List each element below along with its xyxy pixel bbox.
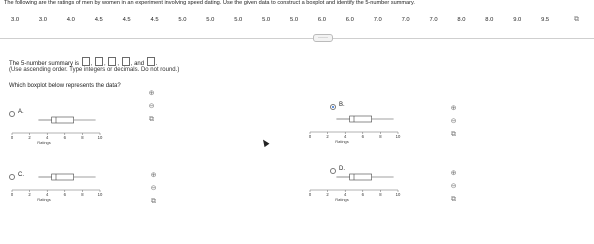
zoom-out-icon[interactable]: ⊖ [148,103,155,110]
rating-value: 7.0 [429,17,438,23]
box-iqr [350,174,372,180]
axis-label: Ratings [37,140,51,145]
tick-label: 8 [81,135,84,140]
popout-icon[interactable]: ⧉ [151,198,156,205]
section-divider [0,38,594,39]
zoom-in-icon[interactable]: ⊕ [450,105,457,112]
axis-label: Ratings [335,197,349,202]
zoom-in-icon[interactable]: ⊕ [150,172,157,179]
copy-icon[interactable]: ⧉ [574,16,579,23]
tick-label: 2 [28,135,31,140]
tick-label: 10 [97,192,103,197]
zoom-in-icon[interactable]: ⊕ [450,170,457,177]
summary-answer-box-4[interactable] [122,57,130,66]
summary-answer-box-5[interactable] [147,57,155,66]
rating-value: 5.0 [262,17,271,23]
option-label: D. [339,166,345,172]
tick-label: 10 [395,192,401,197]
boxplot-chart [304,111,404,147]
tick-label: 6 [361,134,364,139]
box-iqr [52,117,74,123]
popout-icon[interactable]: ⧉ [451,196,456,203]
rating-value: 8.0 [457,17,466,23]
rating-value: 4.5 [122,17,131,23]
tick-label: 10 [97,135,103,140]
boxplot-chart [304,169,404,205]
tick-label: 8 [379,192,382,197]
popout-icon[interactable]: ⧉ [451,131,456,138]
summary-answer-box-2[interactable] [95,57,103,66]
tick-label: 4 [344,192,347,197]
rating-value: 3.0 [11,17,20,23]
popout-icon[interactable]: ⧉ [149,116,154,123]
tick-label: 6 [63,135,66,140]
tick-label: 2 [326,192,329,197]
tick-label: 4 [344,134,347,139]
zoom-in-icon[interactable]: ⊕ [148,90,155,97]
tick-label: 4 [46,192,49,197]
rating-value: 5.0 [290,17,299,23]
tick-label: 10 [395,134,401,139]
box-iqr [52,174,74,180]
summary-prefix: The 5-number summary is [9,61,80,67]
problem-intro: The following are the ratings of men by women in an experiment involving speed dating. Use the given data to construct a boxplot and identify the 5-number summary. [4,0,415,6]
tick-label: 2 [326,134,329,139]
axis-label: Ratings [37,197,51,202]
rating-value: 5.0 [234,17,243,23]
answer-format-hint: (Use ascending order. Type integers or decimals. Do not round.) [9,67,180,73]
tick-label: 8 [81,192,84,197]
boxplot-chart [6,169,106,205]
box-iqr [350,116,372,122]
rating-value: 7.0 [401,17,410,23]
tick-label: 2 [28,192,31,197]
expand-more-button[interactable]: ····· [313,34,333,42]
rating-value: 5.0 [206,17,215,23]
tick-label: 4 [46,135,49,140]
rating-value: 4.5 [94,17,103,23]
axis-label: Ratings [335,139,349,144]
rating-value: 6.0 [317,17,326,23]
rating-value: 8.0 [485,17,494,23]
mouse-cursor-icon [261,138,270,147]
boxplot-question: Which boxplot below represents the data? [9,83,121,89]
rating-value: 4.5 [150,17,159,23]
tick-label: 0 [308,192,312,197]
option-label: C. [18,172,24,178]
rating-value: 9.5 [541,17,550,23]
summary-answer-box-1[interactable] [82,57,90,66]
tick-label: 0 [308,134,312,139]
tick-label: 0 [10,192,14,197]
rating-value: 7.0 [373,17,382,23]
rating-value: 3.0 [38,17,47,23]
tick-label: 0 [10,135,14,140]
five-number-summary-question: The 5-number summary is , , , , and . [9,57,157,67]
rating-value: 5.0 [178,17,187,23]
ratings-data-row [0,9,594,29]
boxplot-chart [6,112,106,148]
tick-label: 6 [361,192,364,197]
rating-value: 9.0 [513,17,522,23]
option-b-radio[interactable] [330,104,336,110]
summary-answer-box-3[interactable] [108,57,116,66]
zoom-out-icon[interactable]: ⊖ [450,118,457,125]
zoom-out-icon[interactable]: ⊖ [150,185,157,192]
rating-value: 4.0 [66,17,75,23]
option-label: B. [339,102,345,108]
zoom-out-icon[interactable]: ⊖ [450,183,457,190]
summary-and: and [134,61,145,67]
option-label: A. [18,109,24,115]
tick-label: 8 [379,134,382,139]
tick-label: 6 [63,192,66,197]
rating-value: 6.0 [345,17,354,23]
